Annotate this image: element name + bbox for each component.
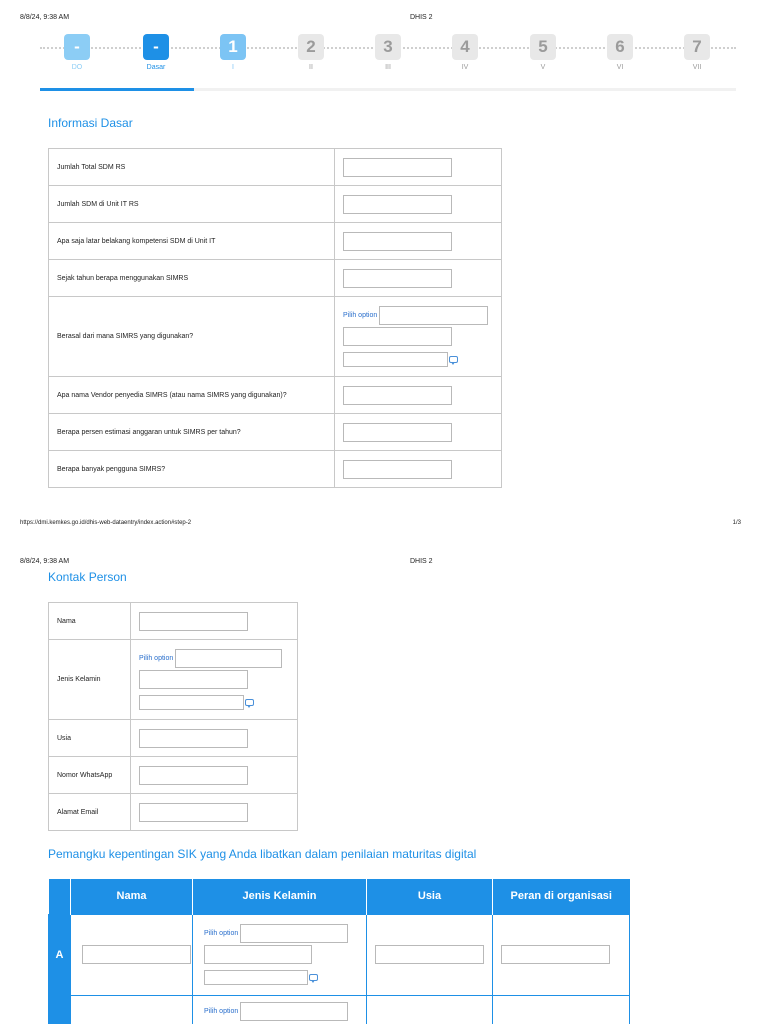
print-title: DHIS 2 — [410, 558, 433, 565]
field-label: Apa saja latar belakang kompetensi SDM di Unit IT — [49, 223, 335, 260]
section-title-pemangku: Pemangku kepentingan SIK yang Anda libatkan dalam penilaian maturitas digital — [48, 847, 477, 861]
step-box: 4 — [452, 34, 478, 60]
option-placeholder: Pilih option — [139, 655, 174, 662]
informasi-dasar-table — [48, 148, 502, 488]
step-label: DO — [71, 64, 83, 71]
form-row — [49, 149, 502, 186]
vendor-simrs-input[interactable] — [343, 386, 452, 405]
step-label: IV — [461, 64, 469, 71]
print-url: https://dmi.kemkes.go.id/dhis-web-dataentry/index.action#step-2 — [20, 520, 192, 526]
stepper-progress-fill — [40, 88, 194, 91]
field-label: Jumlah SDM di Unit IT RS — [49, 186, 335, 223]
form-row — [49, 640, 298, 720]
field-label: Nomor WhatsApp — [49, 757, 131, 794]
stakeholder-nama-input[interactable] — [82, 945, 191, 964]
step-dasar[interactable] — [126, 34, 186, 71]
jenis-kelamin-other-input[interactable] — [139, 670, 248, 689]
table-cell — [367, 914, 493, 995]
stakeholder-jenis-kelamin-select[interactable] — [240, 1002, 348, 1021]
stakeholder-comment-input[interactable] — [204, 970, 308, 985]
step-5[interactable] — [513, 34, 573, 71]
section-title-kontak-person: Kontak Person — [48, 570, 127, 584]
field-label: Usia — [49, 720, 131, 757]
option-placeholder: Pilih option — [204, 1007, 239, 1015]
form-row — [49, 297, 502, 377]
option-placeholder: Pilih option — [204, 930, 239, 937]
table-cell — [367, 995, 493, 1024]
step-6[interactable] — [590, 34, 650, 71]
pemangku-table — [48, 879, 630, 1024]
form-row — [49, 260, 502, 297]
tahun-simrs-input[interactable] — [343, 269, 452, 288]
asal-simrs-select[interactable] — [379, 306, 488, 325]
step-box: 6 — [607, 34, 633, 60]
step-box: - — [143, 34, 169, 60]
whatsapp-input[interactable] — [139, 766, 248, 785]
step-3[interactable] — [358, 34, 418, 71]
option-picker — [204, 924, 366, 943]
stakeholder-jenis-kelamin-select[interactable] — [240, 924, 348, 943]
step-4[interactable] — [435, 34, 495, 71]
field-cell — [335, 297, 502, 377]
stakeholder-jenis-kelamin-other-input[interactable] — [204, 945, 312, 964]
print-title: DHIS 2 — [410, 14, 433, 21]
field-label: Sejak tahun berapa menggunakan SIMRS — [49, 260, 335, 297]
step-box: 1 — [220, 34, 246, 60]
field-cell — [131, 794, 298, 831]
table-cell — [493, 914, 630, 995]
field-label: Alamat Email — [49, 794, 131, 831]
step-label: II — [309, 64, 313, 71]
anggaran-simrs-input[interactable] — [343, 423, 452, 442]
form-row — [49, 377, 502, 414]
kontak-person-table — [48, 602, 298, 831]
print-page-number: 1/3 — [732, 520, 741, 526]
table-cell — [193, 995, 367, 1024]
step-box: 7 — [684, 34, 710, 60]
table-header-row — [49, 879, 630, 914]
step-label: VII — [692, 64, 702, 71]
form-row — [49, 186, 502, 223]
stakeholder-usia-input[interactable] — [375, 945, 484, 964]
field-cell — [335, 260, 502, 297]
table-cell — [493, 995, 630, 1024]
comment-row — [343, 352, 493, 367]
column-header-peran: Peran di organisasi — [493, 879, 630, 914]
jumlah-total-sdm-input[interactable] — [343, 158, 452, 177]
table-cell — [71, 995, 193, 1024]
comment-row — [139, 695, 289, 710]
field-cell — [131, 603, 298, 640]
row-label — [49, 995, 71, 1024]
field-cell — [335, 451, 502, 488]
field-label: Jenis Kelamin — [49, 640, 131, 720]
comment-row — [204, 970, 366, 985]
print-date: 8/8/24, 9:38 AM — [20, 558, 70, 565]
table-cell — [193, 914, 367, 995]
print-date: 8/8/24, 9:38 AM — [20, 14, 70, 21]
form-row — [49, 414, 502, 451]
option-picker — [204, 1002, 366, 1021]
latar-belakang-input[interactable] — [343, 232, 452, 251]
step-box: - — [64, 34, 90, 60]
step-box: 2 — [298, 34, 324, 60]
usia-input[interactable] — [139, 729, 248, 748]
step-label: VI — [616, 64, 624, 71]
step-2[interactable] — [281, 34, 341, 71]
form-row — [49, 223, 502, 260]
comment-icon[interactable] — [309, 974, 318, 981]
stepper-progress-track — [40, 88, 736, 91]
section-title-informasi-dasar: Informasi Dasar — [48, 116, 133, 130]
field-label: Nama — [49, 603, 131, 640]
table-row — [49, 914, 630, 995]
comment-icon[interactable] — [449, 356, 458, 363]
stakeholder-peran-input[interactable] — [501, 945, 610, 964]
option-picker — [343, 306, 493, 325]
table-cell — [71, 914, 193, 995]
column-header-nama: Nama — [71, 879, 193, 914]
step-label: III — [385, 64, 391, 71]
field-cell — [131, 757, 298, 794]
form-row — [49, 757, 298, 794]
step-indicator — [40, 30, 736, 92]
form-row — [49, 451, 502, 488]
step-label: V — [540, 64, 546, 71]
form-row — [49, 794, 298, 831]
asal-simrs-other-input[interactable] — [343, 327, 452, 346]
field-cell — [335, 223, 502, 260]
option-placeholder: Pilih option — [343, 312, 378, 319]
form-row — [49, 720, 298, 757]
jenis-kelamin-select[interactable] — [175, 649, 282, 668]
jenis-kelamin-comment-input[interactable] — [139, 695, 244, 710]
nama-input[interactable] — [139, 612, 248, 631]
jumlah-sdm-it-input[interactable] — [343, 195, 452, 214]
field-cell — [335, 414, 502, 451]
row-label: A — [49, 914, 71, 995]
field-label: Berapa persen estimasi anggaran untuk SIMRS per tahun? — [49, 414, 335, 451]
email-input[interactable] — [139, 803, 248, 822]
option-picker — [139, 649, 289, 668]
step-box: 3 — [375, 34, 401, 60]
table-row — [49, 995, 630, 1024]
step-7[interactable] — [667, 34, 727, 71]
asal-simrs-comment-input[interactable] — [343, 352, 448, 367]
comment-icon[interactable] — [245, 699, 254, 706]
field-cell — [131, 640, 298, 720]
pengguna-simrs-input[interactable] — [343, 460, 452, 479]
field-label: Apa nama Vendor penyedia SIMRS (atau nama SIMRS yang digunakan)? — [49, 377, 335, 414]
column-header-usia: Usia — [367, 879, 493, 914]
field-cell — [335, 377, 502, 414]
step-label: Dasar — [146, 64, 166, 71]
step-1[interactable] — [203, 34, 263, 71]
field-cell — [335, 149, 502, 186]
step-do[interactable] — [47, 34, 107, 71]
column-header-jenis-kelamin: Jenis Kelamin — [193, 879, 367, 914]
field-cell — [131, 720, 298, 757]
step-box: 5 — [530, 34, 556, 60]
form-row — [49, 603, 298, 640]
field-cell — [335, 186, 502, 223]
step-label: I — [232, 64, 234, 71]
table-header-corner — [49, 879, 71, 914]
field-label: Berapa banyak pengguna SIMRS? — [49, 451, 335, 488]
field-label: Berasal dari mana SIMRS yang digunakan? — [49, 297, 335, 377]
field-label: Jumlah Total SDM RS — [49, 149, 335, 186]
